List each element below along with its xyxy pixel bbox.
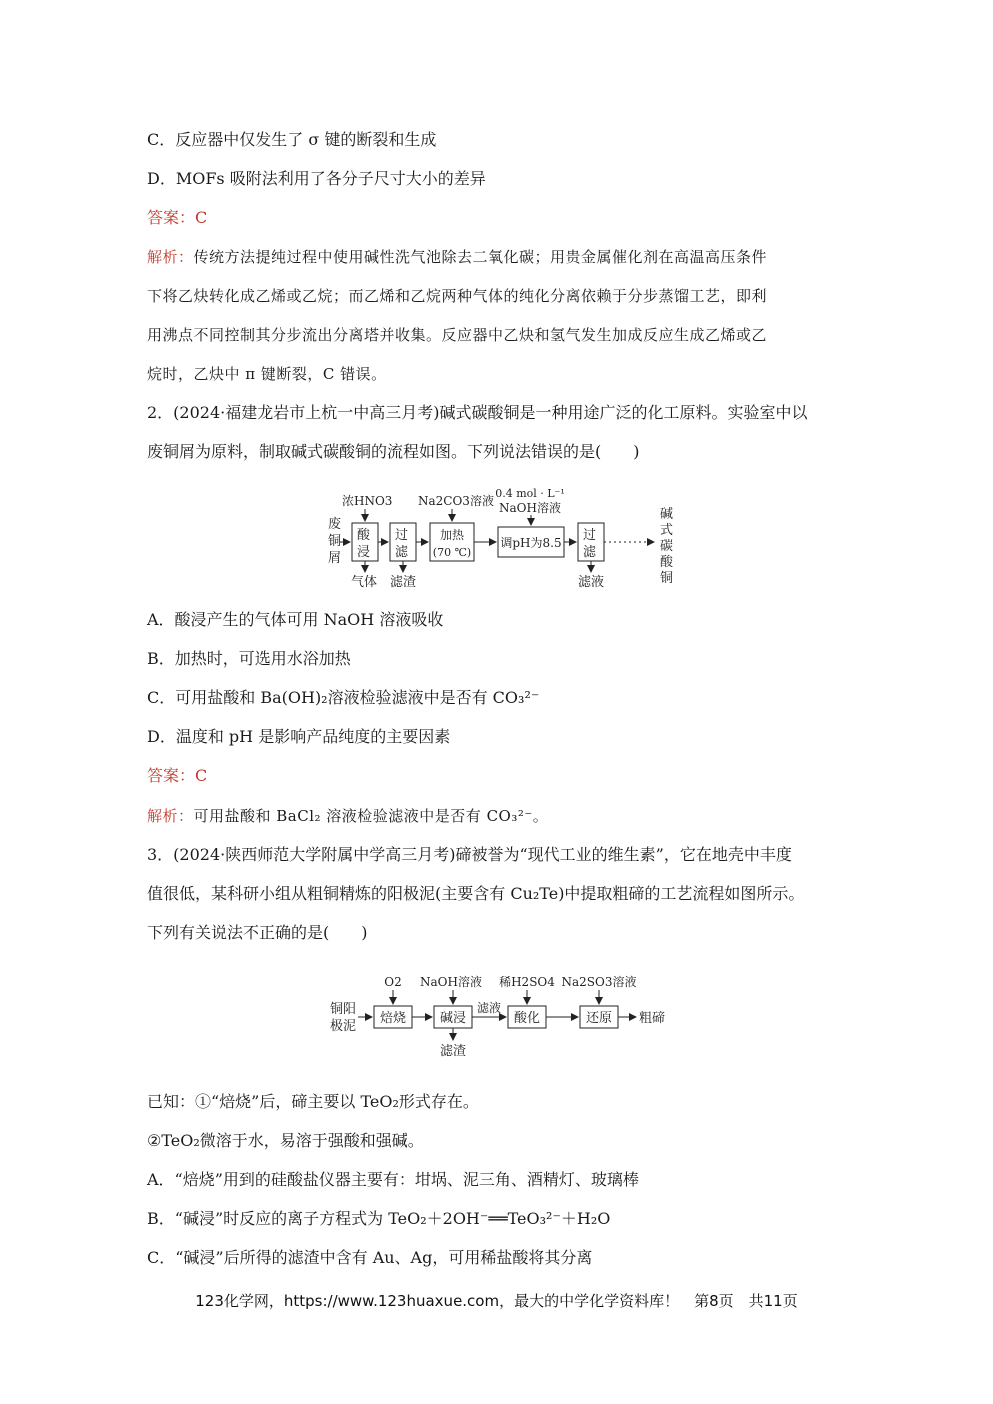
q3-option-a: A．“焙烧”用到的硅酸盐仪器主要有：坩埚、泥三角、酒精灯、玻璃棒 [147,1170,639,1189]
q2-box3-line-2: (70 ℃) [432,546,472,559]
q1-analysis-line-4: 烷时，乙炔中 π 键断裂，C 错误。 [147,365,387,383]
q2-product-label [660,507,674,586]
q3-stem-line-1: 3．(2024·陕西师范大学附属中学高三月考)碲被誉为“现代工业的维生素”，它在地壳中丰度 [147,845,792,864]
q1-analysis-line-3: 用沸点不同控制其分步流出分离塔并收集。反应器中乙炔和氢气发生加成反应生成乙烯或乙 [147,326,768,344]
q2-product-char-4: 铜 [660,571,674,586]
page-footer: 123化学网，https://www.123huaxue.com，最大的中学化学资料库！ 第8页 共11页 [195,1292,798,1310]
q3-stem-line-3: 下列有关说法不正确的是( ) [147,923,368,942]
q2-box1-char-1: 浸 [357,545,371,560]
q2-start-char-0: 废 [328,517,342,532]
q3-option-c: C．“碱浸”后所得的滤渣中含有 Au、Ag，可用稀盐酸将其分离 [147,1248,593,1267]
analysis-label: 解析： [147,248,194,266]
analysis-text: 可用盐酸和 BaCl₂ 溶液检验滤液中是否有 CO₃²⁻。 [193,807,549,825]
q2-product-char-3: 酸 [660,555,674,570]
q3-box3-label: 酸化 [513,1011,541,1026]
q2-start-char-2: 屑 [328,551,342,566]
q1-answer: 答案：C [147,208,208,227]
q3-box1-label: 焙烧 [379,1011,407,1026]
q2-box5-char-0: 过 [583,528,597,543]
q2-box2-char-1: 滤 [395,545,409,560]
q2-product-char-2: 碳 [660,539,674,554]
q1-analysis-line-2: 下将乙炔转化成乙烯或乙烷；而乙烯和乙烷两种气体的纯化分离依赖于分步蒸馏工艺，即利 [147,287,768,305]
analysis-text: 传统方法提纯过程中使用碱性洗气池除去二氧化碳；用贵金属催化剂在高温高压条件 [193,248,768,266]
q2-box2-char-0: 过 [395,528,409,543]
q2-reagent-hno3: 浓HNO3 [342,494,393,508]
q3-out-residue: 滤渣 [439,1044,467,1059]
q2-box5-char-1: 滤 [583,545,597,560]
q2-reagent4-line-2: NaOH溶液 [499,501,561,515]
q3-start-line-2: 极泥 [330,1019,357,1034]
q3-flowchart [330,974,665,1059]
q3-reagent-na2so3: Na2SO3溶液 [561,975,637,989]
q2-reagent4-line-1: 0.4 mol · L⁻¹ [495,487,565,500]
q3-known-2: ②TeO₂微溶于水，易溶于强酸和强碱。 [147,1131,424,1150]
q2-option-a: A．酸浸产生的气体可用 NaOH 溶液吸收 [147,610,444,629]
q3-box2-label: 碱浸 [439,1011,467,1026]
q3-stem-line-2: 值很低，某科研小组从粗铜精炼的阳极泥(主要含有 Cu₂Te)中提取粗碲的工艺流程如图所示。 [147,884,805,903]
q2-answer: 答案：C [147,766,208,785]
q3-product: 粗碲 [639,1011,666,1026]
q2-start-label [328,517,341,566]
q3-start-line-1: 铜阳 [330,1002,357,1017]
q3-known-1: 已知：①“焙烧”后，碲主要以 TeO₂形式存在。 [147,1092,479,1111]
q3-reagent-h2so4: 稀H2SO4 [499,975,555,989]
q3-box4-label: 还原 [585,1011,613,1026]
q3-mid-filtrate: 滤液 [476,1001,502,1015]
q2-option-b: B．加热时，可选用水浴加热 [147,649,351,668]
q2-analysis [147,806,548,826]
q2-option-c: C．可用盐酸和 Ba(OH)₂溶液检验滤液中是否有 CO₃²⁻ [147,688,540,707]
q2-product-char-1: 式 [660,523,674,538]
analysis-label: 解析： [147,807,194,825]
q3-reagent-o2: O2 [384,975,402,989]
q2-box1-char-0: 酸 [357,528,371,543]
q2-out-gas: 气体 [351,575,378,590]
q2-reagent-na2co3: Na2CO3溶液 [418,494,494,508]
q3-reagent-naoh: NaOH溶液 [420,975,482,989]
q2-out-filtrate: 滤液 [578,575,605,590]
q2-box4-label: 调pH为8.5 [500,536,562,550]
q3-option-b: B．“碱浸”时反应的离子方程式为 TeO₂＋2OH⁻══TeO₃²⁻＋H₂O [147,1209,611,1228]
q1-option-c: C．反应器中仅发生了 σ 键的断裂和生成 [147,130,437,149]
q2-stem-line-2: 废铜屑为原料，制取碱式碳酸铜的流程如图。下列说法错误的是( ) [147,442,640,461]
q1-option-d: D．MOFs 吸附法利用了各分子尺寸大小的差异 [147,169,486,188]
q2-product-char-0: 碱 [660,507,674,522]
q2-out-residue: 滤渣 [390,575,417,590]
q2-option-d: D．温度和 pH 是影响产品纯度的主要因素 [147,727,451,746]
q2-box3-line-1: 加热 [439,528,465,542]
q2-stem-line-1: 2．(2024·福建龙岩市上杭一中高三月考)碱式碳酸铜是一种用途广泛的化工原料。实验室中以 [147,403,808,422]
q2-start-char-1: 铜 [328,534,342,549]
